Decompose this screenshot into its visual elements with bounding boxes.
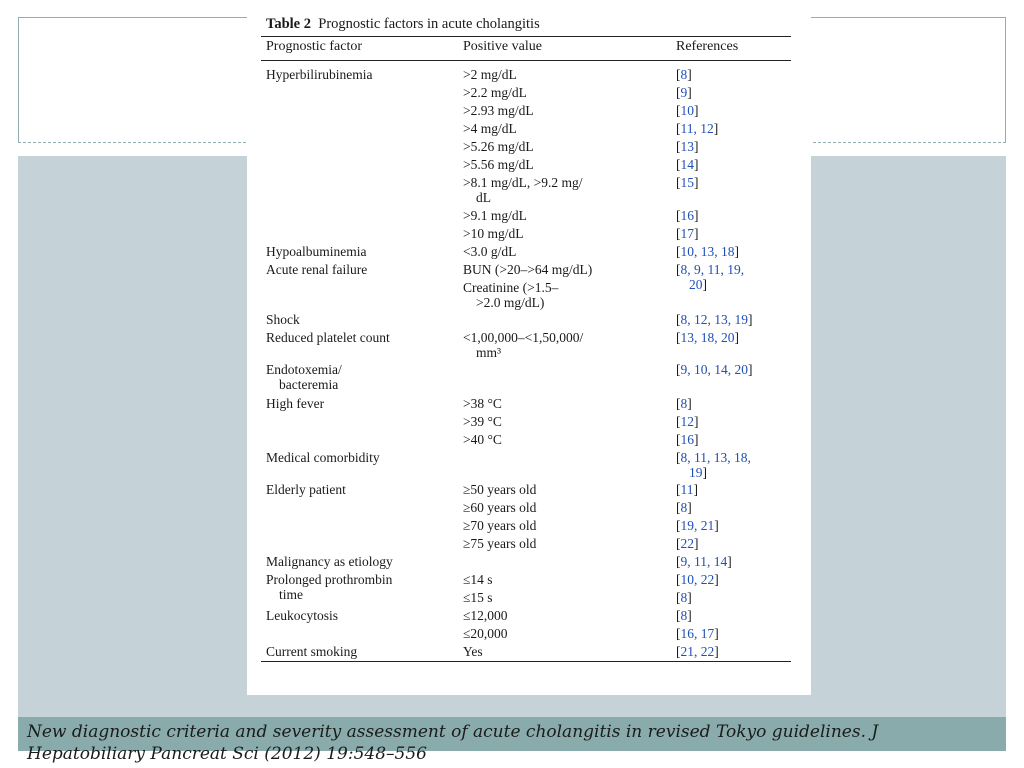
references-cell — [676, 312, 791, 327]
reference-link[interactable]: 9, 10, 14, 20 — [680, 362, 748, 377]
value-cell — [463, 67, 663, 82]
value-cell — [463, 482, 663, 497]
value-text: ≤15 s — [463, 590, 493, 605]
factor-text: Elderly patient — [266, 482, 346, 497]
value-text-continued: dL — [476, 190, 491, 205]
value-text: >2.2 mg/dL — [463, 85, 527, 100]
factor-cell — [266, 482, 456, 497]
factor-text: High fever — [266, 396, 325, 411]
reference-link[interactable]: 8, 12, 13, 19 — [680, 312, 748, 327]
factor-text: Current smoking — [266, 644, 358, 659]
reference-link[interactable]: 16 — [680, 208, 694, 223]
value-text: >39 °C — [463, 414, 502, 429]
factor-cell — [266, 554, 456, 569]
references-cell — [676, 500, 791, 515]
factor-text: Hypoalbuminemia — [266, 244, 367, 259]
references-line: [8] — [676, 500, 692, 515]
value-cell — [463, 572, 663, 587]
value-text: <3.0 g/dL — [463, 244, 517, 259]
references-cell — [676, 139, 791, 154]
references-line: [8, 11, 13, 18, — [676, 450, 751, 465]
factor-cell — [266, 362, 456, 392]
value-cell — [463, 396, 663, 411]
reference-link[interactable]: 16 — [680, 432, 694, 447]
value-text: Yes — [463, 644, 483, 659]
header-value: Positive value — [463, 39, 542, 54]
references-line: [8] — [676, 590, 692, 605]
references-line: [22] — [676, 536, 699, 551]
value-cell — [463, 175, 663, 205]
factor-text: Malignancy as etiology — [266, 554, 393, 569]
value-text: ≥60 years old — [463, 500, 537, 515]
value-text: >10 mg/dL — [463, 226, 524, 241]
factor-text: Acute renal failure — [266, 262, 368, 277]
value-cell — [463, 121, 663, 136]
factor-cell — [266, 67, 456, 82]
references-cell — [676, 536, 791, 551]
references-cell — [676, 644, 791, 659]
value-text: BUN (>20–>64 mg/dL) — [463, 262, 593, 277]
reference-link[interactable]: 8 — [680, 500, 688, 515]
factor-cell — [266, 396, 456, 411]
references-line: [19, 21] — [676, 518, 719, 533]
reference-link[interactable]: 9, 11, 14 — [680, 554, 728, 569]
citation-caption: New diagnostic criteria and severity assessment of acute cholangitis in revised Tokyo guidelines. J Hepatobiliary Pancreat Sci (2012) 19:548–556 — [27, 722, 879, 764]
value-cell — [463, 414, 663, 429]
reference-link[interactable]: 11, 12 — [680, 121, 714, 136]
factor-text-continued: time — [279, 587, 303, 602]
table-caption-text: Prognostic factors in acute cholangitis — [318, 16, 540, 32]
references-line: [12] — [676, 414, 699, 429]
reference-link[interactable]: 9 — [680, 85, 688, 100]
references-line: [8] — [676, 608, 692, 623]
value-cell — [463, 330, 663, 360]
value-text: ≤12,000 — [463, 608, 508, 623]
reference-link[interactable]: 17 — [680, 226, 694, 241]
value-text: >8.1 mg/dL, >9.2 mg/ — [463, 175, 583, 190]
factor-text: Endotoxemia/ — [266, 362, 342, 377]
value-cell — [463, 500, 663, 515]
references-line: [13, 18, 20] — [676, 330, 739, 345]
reference-link[interactable]: 8 — [680, 608, 688, 623]
references-line: [11, 12] — [676, 121, 719, 136]
references-line: [16] — [676, 432, 699, 447]
references-cell — [676, 67, 791, 82]
value-text: >40 °C — [463, 432, 502, 447]
value-text: ≤20,000 — [463, 626, 508, 641]
references-cell — [676, 450, 791, 480]
reference-link[interactable]: 19, 21 — [680, 518, 715, 533]
value-text-continued: mm³ — [476, 345, 502, 360]
factor-cell — [266, 608, 456, 623]
references-line: [10, 13, 18] — [676, 244, 739, 259]
bottom-rule — [261, 661, 791, 662]
references-line: [10, 22] — [676, 572, 719, 587]
references-cell — [676, 208, 791, 223]
references-line: [8] — [676, 396, 692, 411]
references-cell — [676, 244, 791, 259]
value-cell — [463, 262, 663, 277]
factor-text: Prolonged prothrombin — [266, 572, 393, 587]
factor-cell — [266, 244, 456, 259]
factor-cell — [266, 450, 456, 465]
value-cell — [463, 280, 663, 310]
references-line: [21, 22] — [676, 644, 719, 659]
value-cell — [463, 139, 663, 154]
reference-link[interactable]: 10 — [680, 103, 694, 118]
references-line: [16, 17] — [676, 626, 719, 641]
references-cell — [676, 626, 791, 641]
references-cell — [676, 362, 791, 377]
table-title — [266, 16, 540, 33]
references-cell — [676, 262, 791, 292]
factor-text: Reduced platelet count — [266, 330, 390, 345]
factor-text: Shock — [266, 312, 300, 327]
value-text: Creatinine (>1.5– — [463, 280, 559, 295]
references-cell — [676, 396, 791, 411]
value-text: >5.56 mg/dL — [463, 157, 534, 172]
references-line: [9] — [676, 85, 692, 100]
references-line: [11] — [676, 482, 698, 497]
references-cell — [676, 175, 791, 190]
table-figure — [247, 0, 811, 695]
references-cell — [676, 85, 791, 100]
reference-link[interactable]: 22 — [680, 536, 694, 551]
value-text: >2.93 mg/dL — [463, 103, 534, 118]
reference-link[interactable]: 10, 22 — [680, 572, 715, 587]
factor-cell — [266, 262, 456, 277]
factor-cell — [266, 644, 456, 659]
value-text: <1,00,000–<1,50,000/ — [463, 330, 584, 345]
reference-link[interactable]: 13, 18, 20 — [680, 330, 735, 345]
value-cell — [463, 626, 663, 641]
reference-link[interactable]: 21, 22 — [680, 644, 715, 659]
references-line: [9, 10, 14, 20] — [676, 362, 753, 377]
references-cell — [676, 121, 791, 136]
value-cell — [463, 85, 663, 100]
references-line: [10] — [676, 103, 699, 118]
references-line: [14] — [676, 157, 699, 172]
value-cell — [463, 103, 663, 118]
value-cell — [463, 226, 663, 241]
reference-link[interactable]: 19 — [689, 465, 703, 480]
references-cell — [676, 572, 791, 587]
reference-link[interactable]: 11 — [680, 482, 694, 497]
references-line-continued: 19] — [689, 465, 707, 480]
value-cell — [463, 590, 663, 605]
references-cell — [676, 330, 791, 345]
references-cell — [676, 226, 791, 241]
factor-text-continued: bacteremia — [279, 377, 339, 392]
reference-link[interactable]: 13 — [680, 139, 694, 154]
factor-text: Leukocytosis — [266, 608, 338, 623]
value-text: ≤14 s — [463, 572, 493, 587]
reference-link[interactable]: 14 — [680, 157, 694, 172]
references-cell — [676, 554, 791, 569]
references-cell — [676, 608, 791, 623]
value-text: >4 mg/dL — [463, 121, 517, 136]
factor-cell — [266, 572, 456, 602]
references-cell — [676, 482, 791, 497]
references-line: [9, 11, 14] — [676, 554, 732, 569]
references-line: [17] — [676, 226, 699, 241]
reference-link[interactable]: 20 — [689, 277, 703, 292]
references-cell — [676, 590, 791, 605]
value-text: >2 mg/dL — [463, 67, 517, 82]
value-text-continued: >2.0 mg/dL) — [476, 295, 545, 310]
reference-link[interactable]: 10, 13, 18 — [680, 244, 735, 259]
references-line: [8, 12, 13, 19] — [676, 312, 753, 327]
value-text: ≥70 years old — [463, 518, 537, 533]
reference-link[interactable]: 8 — [680, 67, 688, 82]
value-cell — [463, 244, 663, 259]
references-line: [16] — [676, 208, 699, 223]
references-cell — [676, 414, 791, 429]
reference-link[interactable]: 8, 11, 13, 18, — [680, 450, 751, 465]
value-cell — [463, 432, 663, 447]
value-text: ≥75 years old — [463, 536, 537, 551]
value-cell — [463, 518, 663, 533]
value-text: >38 °C — [463, 396, 502, 411]
value-cell — [463, 157, 663, 172]
factor-cell — [266, 330, 456, 345]
value-cell — [463, 208, 663, 223]
references-line: [15] — [676, 175, 699, 190]
value-text: >9.1 mg/dL — [463, 208, 527, 223]
factor-text: Hyperbilirubinemia — [266, 67, 373, 82]
factor-text: Medical comorbidity — [266, 450, 380, 465]
references-line: [13] — [676, 139, 699, 154]
references-cell — [676, 432, 791, 447]
references-cell — [676, 103, 791, 118]
value-cell — [463, 608, 663, 623]
reference-link[interactable]: 8 — [680, 590, 688, 605]
references-cell — [676, 157, 791, 172]
header-references: References — [676, 39, 739, 54]
top-rule — [261, 36, 791, 37]
reference-link[interactable]: 15 — [680, 175, 694, 190]
references-line: [8, 9, 11, 19, — [676, 262, 745, 277]
header-factor: Prognostic factor — [266, 39, 363, 54]
value-cell — [463, 644, 663, 659]
reference-link[interactable]: 12 — [680, 414, 694, 429]
table-label: Table 2 — [266, 16, 311, 32]
references-cell — [676, 518, 791, 533]
value-cell — [463, 536, 663, 551]
reference-link[interactable]: 16, 17 — [680, 626, 715, 641]
reference-link[interactable]: 8, 9, 11, 19, — [680, 262, 745, 277]
header-rule — [261, 60, 791, 61]
value-text: >5.26 mg/dL — [463, 139, 534, 154]
references-line-continued: 20] — [689, 277, 707, 292]
factor-cell — [266, 312, 456, 327]
value-text: ≥50 years old — [463, 482, 537, 497]
reference-link[interactable]: 8 — [680, 396, 688, 411]
references-line: [8] — [676, 67, 692, 82]
